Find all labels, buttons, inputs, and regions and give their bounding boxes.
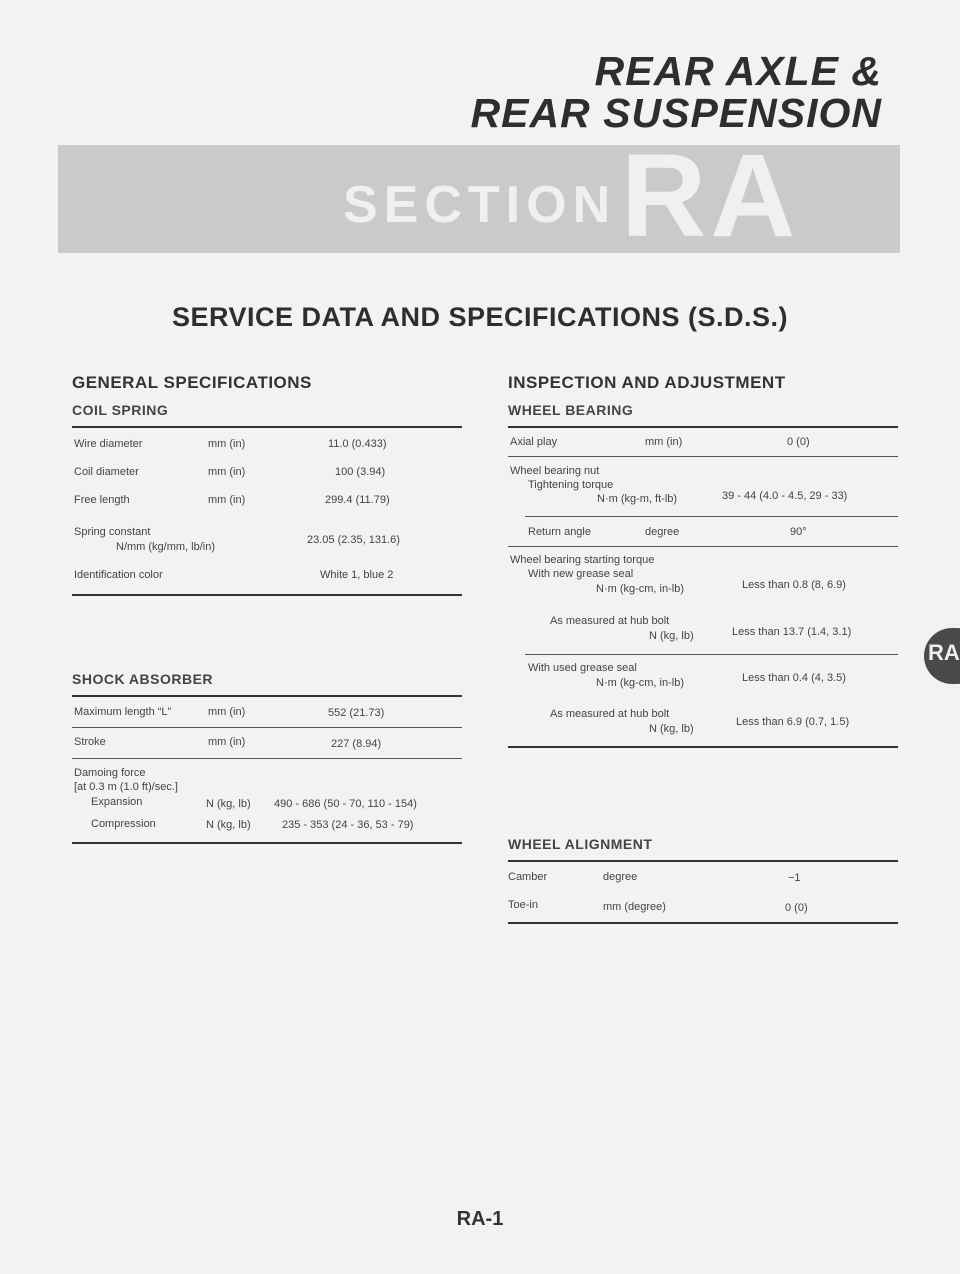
divider [508,746,898,748]
page-number: RA-1 [456,1208,504,1230]
divider [508,922,898,924]
table-cell-value: −1 [788,872,801,884]
table-cell-unit: mm (degree) [603,901,666,913]
divider [508,426,898,428]
table-cell-unit: N·m (kg-cm, in-lb) [596,677,684,689]
table-cell-item: Maximum length “L” [74,706,172,718]
table-cell-unit: mm (in) [208,438,246,450]
table-cell-unit: N·m (kg-cm, in-lb) [596,583,684,595]
table-cell-unit: degree [645,526,680,538]
damping-label: Damoing force [74,767,146,779]
table-cell-item: Spring constant [74,526,151,538]
divider [72,695,462,697]
table-cell-value: 11.0 (0.433) [328,438,387,450]
table-cell-unit: mm (in) [208,706,246,718]
title-line-1: REAR AXLE & [594,48,882,94]
table-cell-unit: mm (in) [208,466,246,478]
divider [525,654,898,655]
table-cell-unit: N (kg, lb) [649,630,694,642]
divider [72,727,462,728]
divider [508,546,898,547]
table-cell-value: 227 (8.94) [331,738,382,750]
table-cell-value: Less than 13.7 (1.4, 3.1) [732,626,852,638]
starting-torque-label: Wheel bearing starting torque [510,554,655,566]
used-seal-label: With used grease seal [528,662,637,674]
table-cell-value: 490 - 686 (50 - 70, 110 - 154) [274,798,417,810]
table-cell-value: 23.05 (2.35, 131.6) [307,534,400,546]
section-word: SECTION [343,176,617,234]
wheel-alignment-heading: WHEEL ALIGNMENT [508,836,653,852]
wheel-bearing-nut-label: Wheel bearing nut [510,465,600,477]
table-cell-item: Identification color [74,569,163,581]
table-cell-unit: N (kg, lb) [649,723,694,735]
divider [72,426,462,428]
hub-bolt-label: As measured at hub bolt [550,615,670,627]
table-cell-value: 235 - 353 (24 - 36, 53 - 79) [282,819,414,831]
general-specifications-heading: GENERAL SPECIFICATIONS [72,373,312,392]
table-cell-value: Less than 6.9 (0.7, 1.5) [736,716,850,728]
table-cell-unit: mm (in) [208,736,246,748]
table-cell-unit: N (kg, lb) [206,798,251,810]
table-cell-unit: N·m (kg-m, ft-lb) [597,493,678,505]
table-cell-unit: mm (in) [645,436,683,448]
table-cell-value: Less than 0.4 (4, 3.5) [742,672,846,684]
table-cell-item: Free length [74,494,130,506]
table-cell-value: 100 (3.94) [335,466,386,478]
table-cell-value: 552 (21.73) [328,707,385,719]
table-cell-value: 0 (0) [787,436,810,448]
table-cell-item: Toe-in [508,899,538,911]
title-line-2: REAR SUSPENSION [470,90,882,136]
inspection-heading: INSPECTION AND ADJUSTMENT [508,373,786,392]
table-cell-value: 90° [790,526,807,538]
section-tab-label: RA [928,640,960,665]
table-cell-value: White 1, blue 2 [320,569,394,581]
table-cell-item: Axial play [510,436,558,448]
tightening-torque-label: Tightening torque [528,479,614,491]
table-cell-item: Expansion [91,796,143,808]
divider [525,516,898,517]
table-cell-value: 39 - 44 (4.0 - 4.5, 29 - 33) [722,490,848,502]
table-cell-item: Compression [91,818,156,830]
coil-spring-heading: COIL SPRING [72,402,169,418]
page-title: SERVICE DATA AND SPECIFICATIONS (S.D.S.) [171,302,789,332]
damping-condition: [at 0.3 m (1.0 ft)/sec.] [74,781,178,793]
table-cell-item: Return angle [528,526,591,538]
wheel-bearing-heading: WHEEL BEARING [508,402,634,418]
section-banner [58,145,900,253]
table-cell-unit: degree [603,871,638,883]
table-cell-item: Wire diameter [74,438,143,450]
table-cell-value: 299.4 (11.79) [325,494,390,506]
table-cell-item: Coil diameter [74,466,139,478]
table-cell-value: Less than 0.8 (8, 6.9) [742,579,846,591]
divider [72,758,462,759]
divider [72,842,462,844]
divider [508,456,898,457]
shock-absorber-heading: SHOCK ABSORBER [72,671,214,687]
table-cell-unit: N/mm (kg/mm, lb/in) [116,541,215,553]
table-cell-unit: mm (in) [208,494,246,506]
table-cell-value: 0 (0) [785,902,808,914]
table-cell-unit: N (kg, lb) [206,819,251,831]
table-cell-item: Camber [508,871,548,883]
section-letters: RA [621,145,800,253]
hub-bolt-label: As measured at hub bolt [550,708,670,720]
divider [508,860,898,862]
table-cell-item: Stroke [74,736,106,748]
new-seal-label: With new grease seal [528,568,634,580]
divider [72,594,462,596]
